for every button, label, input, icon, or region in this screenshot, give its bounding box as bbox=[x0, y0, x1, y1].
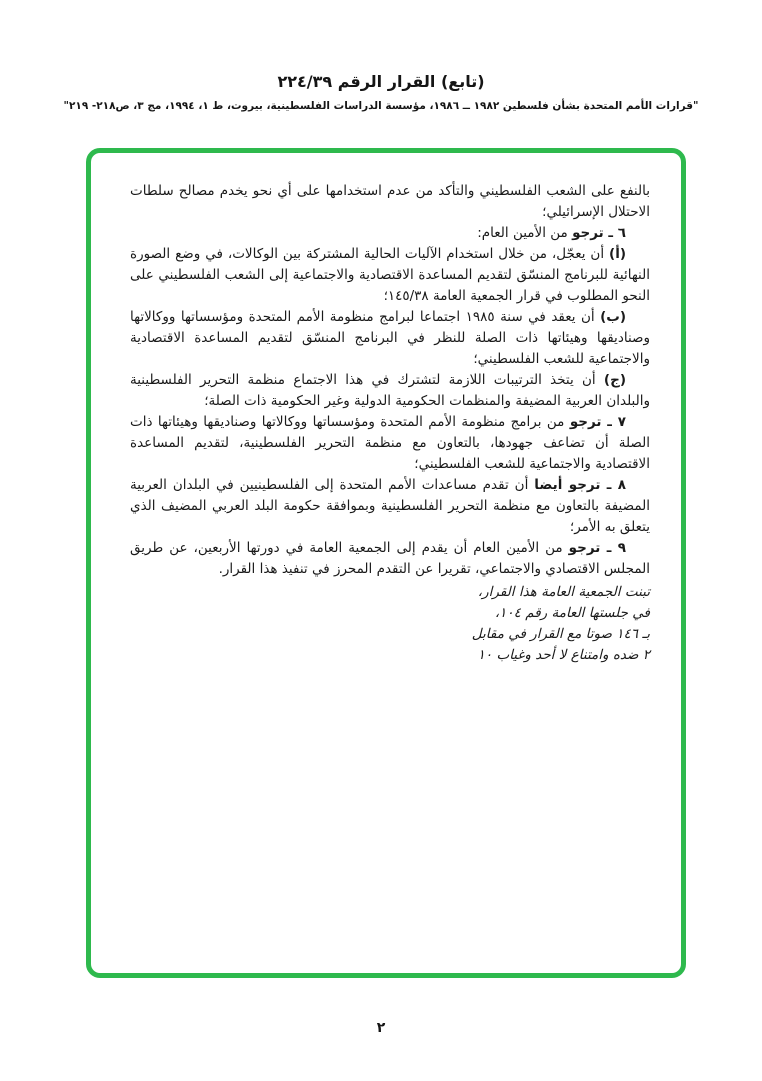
page-number: ٢ bbox=[376, 1020, 386, 1036]
paragraph-text: أن تقدم مساعدات الأمم المتحدة إلى الفلسطينيين في البلدان العربية المضيفة بالتعاون مع منظمة التحرير الفلسطينية وبموافقة حكومة البلد العربي المضيف الذي يتعلق به الأمر؛ bbox=[130, 477, 650, 535]
adoption-note-line: ٢ ضده وامتناع لا أحد وغياب ١٠ bbox=[477, 647, 650, 663]
paragraph-lead: (أ) bbox=[609, 246, 626, 262]
resolution-title: (تابع) القرار الرقم ٢٢٤/٣٩ bbox=[277, 72, 485, 91]
paragraph-lead: ٩ ـ ترجو bbox=[568, 540, 626, 556]
paragraph-lead: ٦ ـ ترجو bbox=[572, 225, 626, 241]
adoption-note-line: تبنت الجمعية العامة هذا القرار، bbox=[477, 584, 650, 600]
paragraph-lead: (ج) bbox=[603, 372, 626, 388]
adoption-note bbox=[130, 582, 650, 666]
paragraph bbox=[130, 181, 650, 223]
paragraph-text: أن يعجّل، من خلال استخدام الآليات الحالية المشتركة بين الوكالات، في وضع الصورة النهائية للبرنامج المنسّق لتقديم المساعدة الاقتصادية والاجتماعية إلى الشعب الفلسطيني على النحو المطلوب في قرار الجمعية العامة ١٤٥/٣٨؛ bbox=[130, 246, 650, 304]
document-header bbox=[0, 72, 762, 112]
resolution-body bbox=[130, 181, 650, 666]
paragraph bbox=[130, 475, 650, 538]
paragraph-text: من برامج منظومة الأمم المتحدة ومؤسساتها ووكالاتها وصناديقها وهيئاتها ذات الصلة أن تضاعف جهودها، بالتعاون مع منظمة التحرير الفلسطينية، لتقديم المساعدة الاقتصادية والاجتماعية للشعب الفلسطيني؛ bbox=[130, 414, 650, 472]
paragraph-text: أن يتخذ الترتيبات اللازمة لتشترك في هذا الاجتماع منظمة التحرير الفلسطينية والبلدان العربية المضيفة والمنظمات الحكومية الدولية وغير الحكومية ذات الصلة؛ bbox=[130, 372, 650, 409]
bordered-content-frame bbox=[86, 148, 686, 978]
paragraph-text: من الأمين العام أن يقدم إلى الجمعية العامة في دورتها الأربعين، عن طريق المجلس الاقتصادي والاجتماعي، تقريرا عن التقدم المحرز في تنفيذ هذا القرار. bbox=[130, 540, 650, 577]
paragraph bbox=[130, 412, 650, 475]
paragraph-lead: ٨ ـ ترجو أيضا bbox=[534, 477, 626, 493]
paragraph bbox=[130, 370, 650, 412]
paragraph-text: أن يعقد في سنة ١٩٨٥ اجتماعا لبرامج منظومة الأمم المتحدة ومؤسساتها ووكالاتها وصناديقها وهيئاتها ذات الصلة للنظر في البرنامج المنسّق لتقديم المساعدة الاقتصادية والاجتماعية للشعب الفلسطيني؛ bbox=[130, 309, 650, 367]
paragraph bbox=[130, 244, 650, 307]
adoption-note-line: بـ ١٤٦ صوتا مع القرار في مقابل bbox=[471, 626, 650, 642]
source-citation: "قرارات الأمم المتحدة بشأن فلسطين ١٩٨٢ ــ ١٩٨٦، مؤسسة الدراسات الفلسطينية، بيروت، ط ١، ١٩٩٤، مج ٣، ص٢١٨- ٢١٩" bbox=[63, 100, 699, 112]
paragraph bbox=[130, 538, 650, 580]
paragraph-text: بالنفع على الشعب الفلسطيني والتأكد من عدم استخدامها على أي نحو يخدم مصالح سلطات الاحتلال الإسرائيلي؛ bbox=[130, 183, 650, 220]
paragraph-text: من الأمين العام: bbox=[477, 225, 573, 241]
paragraph-lead: ٧ ـ ترجو bbox=[569, 414, 626, 430]
paragraph-lead: (ب) bbox=[600, 309, 627, 325]
paragraph bbox=[130, 223, 650, 244]
paragraph bbox=[130, 307, 650, 370]
adoption-note-line: في جلستها العامة رقم ١٠٤، bbox=[494, 605, 650, 621]
